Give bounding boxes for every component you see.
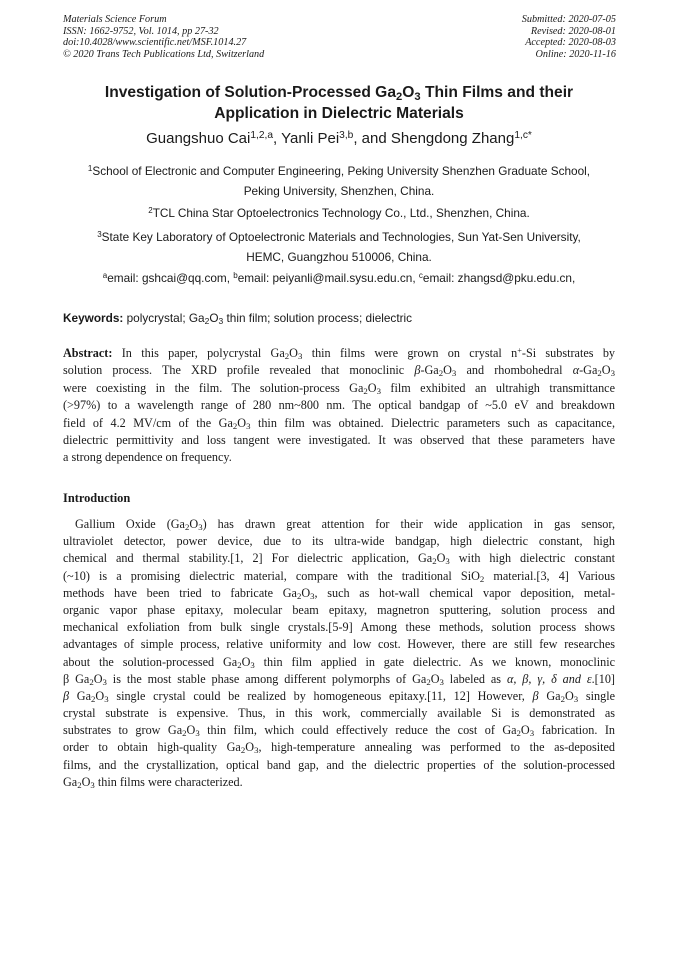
- title-line-2: Application in Dielectric Materials: [214, 105, 464, 122]
- intro-line: β $Ga_2O_3$ is the most stable phase among different polymorphs of $Ga_2O_3$ labeled as α, β, γ, δ and ε.[10]: [63, 671, 615, 687]
- intro-line: crystal substrate is expensive. Thus, in this work, commercially available Si is demonstrated as: [63, 706, 615, 721]
- journal-name: Materials Science Forum: [63, 14, 167, 25]
- intro-line: methods have been tried to fabricate $Ga_2O_3$, such as hot-wall chemical vapor deposition, metal-: [63, 585, 616, 601]
- affiliation-1: $^1$School of Electronic and Computer Engineering, Peking University Shenzhen Graduate School, Peking University, Shenzhen, China.: [87, 164, 591, 198]
- intro-line: chemical and thermal stability.[1, 2] For dielectric application, $Ga_2O_3$ with high dielectric constant: [63, 551, 615, 567]
- title-line-1: Investigation of Solution-Processed $Ga_2O_3$ Thin Films and their: [104, 84, 574, 103]
- abstract: [63, 345, 615, 467]
- intro-line: $Ga_2O_3$ thin films were characterized.: [63, 774, 243, 790]
- abstract-line: were coexisting in the film. The solution-process $Ga_2O_3$ film exhibited an ultrahigh transmittance: [63, 380, 615, 396]
- abstract-line: dielectric permittivity and loss tangent were investigated. It was observed that these parameters have: [63, 432, 615, 447]
- email-c[interactable]: email: zhangsd@pku.edu.cn,: [422, 271, 576, 285]
- issn-line: ISSN: 1662-9752, Vol. 1014, pp 27-32: [63, 25, 219, 37]
- intro-line: about the solution-processed $Ga_2O_3$ thin film applied in gate dielectric. As we known, monoclinic: [63, 654, 615, 670]
- affiliation-3: $^3$State Key Laboratory of Optoelectronic Materials and Technologies, Sun Yat-Sen University, HEMC, Guangzhou 510006, China.: [97, 230, 581, 264]
- email-a[interactable]: email: gshcai@qq.com,: [107, 271, 234, 285]
- intro-line: advantages of simple process, relative uniformity and low cost. However, there are still few researches: [63, 637, 615, 652]
- accepted-date: Accepted: 2020-08-03: [525, 37, 616, 49]
- intro-line: mechanical exfoliation from bulk single crystals.[5-9] Among these methods, solution process shows: [63, 620, 615, 635]
- abstract-line: field of 4.2 MV/cm of the $Ga_2O_3$ thin film was obtained. Dielectric parameters such as capacitance,: [63, 415, 615, 431]
- paper-title: [40, 82, 638, 124]
- online-date: Online: 2020-11-16: [535, 48, 616, 60]
- keywords: Keywords: polycrystal; $Ga_2O_3$ thin film; solution process; dielectric: [63, 311, 413, 327]
- intro-line: order to obtain high-quality $Ga_2O_3$, high-temperature annealing was performed to the as-deposited: [63, 740, 615, 756]
- email-b[interactable]: email: peiyanli@mail.sysu.edu.cn,: [237, 271, 419, 285]
- copyright-line: © 2020 Trans Tech Publications Ltd, Switzerland: [63, 48, 265, 60]
- author-list: Guangshuo Cai$^{1,2,a}$, Yanli Pei$^{3,b}$, and Shengdong Zhang$^{1,c*}$: [146, 129, 532, 147]
- abstract-line: (>97%) to a wavelength range of 280 nm~800 nm. The optical bandgap of ~5.0 eV and breakdown: [63, 398, 615, 413]
- doi-line[interactable]: doi:10.4028/www.scientific.net/MSF.1014.27: [63, 37, 247, 49]
- revised-date: Revised: 2020-08-01: [530, 25, 616, 37]
- author-emails: $^a$email: gshcai@qq.com, $^b$email: peiyanli@mail.sysu.edu.cn, $^c$email: zhangsd@pku.edu.cn,: [102, 271, 576, 285]
- journal-header-right: [522, 14, 616, 60]
- abstract-label: Abstract:: [63, 346, 113, 360]
- intro-line: substrates to grow $Ga_2O_3$ thin film, which could effectively reduce the cost of $Ga_2O_3$ fabrication. In: [63, 723, 615, 739]
- intro-line: (~10) is a promising dielectric material, compare with the traditional SiO$_2$ material.[3, 4] Various: [63, 568, 615, 584]
- journal-header-left: [63, 14, 264, 60]
- intro-line: ultraviolet detector, power device, due to its ultra-wide bandgap, high dielectric constant, high: [63, 534, 615, 549]
- abstract-line: solution process. The XRD profile revealed that monoclinic $\beta-Ga_2O_3$ and rhombohedral $\alpha-Ga_2O_3$: [63, 363, 615, 379]
- intro-line: Gallium Oxide $(Ga_2O_3)$ has drawn great attention for their wide application in gas sensor,: [75, 517, 616, 533]
- introduction-body: [63, 516, 615, 791]
- intro-line: films, and the crystallization, optical band gap, and the dielectric properties of the solution-processed: [63, 757, 615, 772]
- intro-line: organic vapor phase epitaxy, molecular beam epitaxy, magnetron sputtering, solution process and: [63, 602, 615, 617]
- abstract-line: Abstract: In this paper, polycrystal $Ga_2O_3$ thin films were grown on crystal n+-Si substrates by: [63, 345, 616, 362]
- section-heading-introduction: Introduction: [63, 491, 131, 505]
- intro-line: β $Ga_2O_3$ single crystal could be realized by homogeneous epitaxy.[11, 12] However, β $Ga_2O_3$ single: [63, 688, 615, 705]
- keywords-label: Keywords:: [63, 311, 124, 325]
- submitted-date: Submitted: 2020-07-05: [521, 14, 616, 25]
- abstract-line: a strong dependence on frequency.: [63, 450, 232, 465]
- affiliation-2: $^2$TCL China Star Optoelectronics Technology Co., Ltd., Shenzhen, China.: [148, 206, 530, 220]
